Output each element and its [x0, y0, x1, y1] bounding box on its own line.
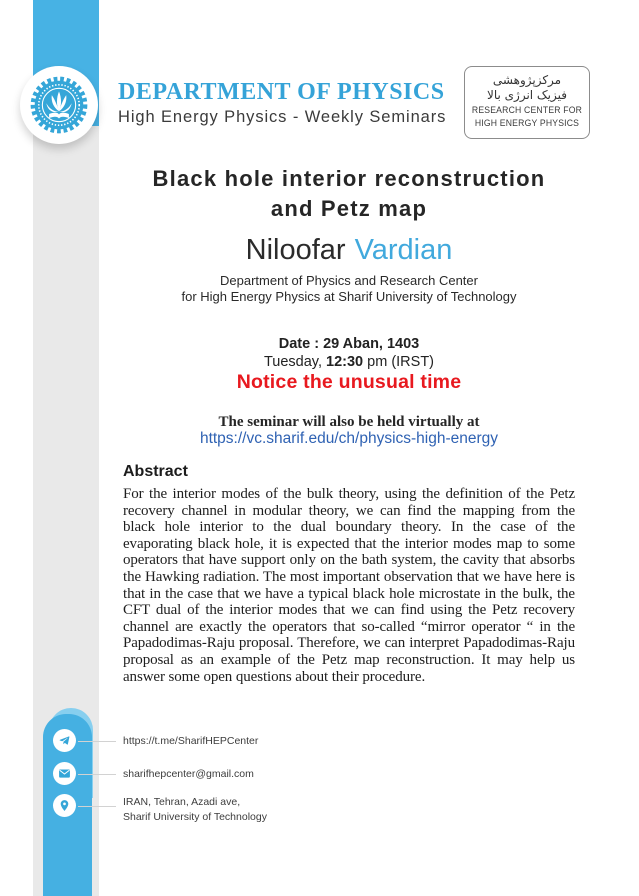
research-center-fa-line1: مرکزپژوهشی — [492, 73, 562, 87]
telegram-link[interactable]: https://t.me/SharifHEPCenter — [123, 735, 259, 747]
envelope-glyph — [58, 767, 71, 780]
unusual-time-notice: Notice the unusual time — [236, 371, 462, 393]
location-connector-line — [78, 806, 116, 807]
day-text: Tuesday, — [263, 354, 327, 370]
location-icon[interactable] — [53, 794, 76, 817]
abstract-heading: Abstract — [123, 463, 188, 480]
virtual-meeting-link[interactable]: https://vc.sharif.edu/ch/physics-high-energy — [199, 430, 499, 447]
research-center-en-line2: HIGH ENERGY PHYSICS — [474, 118, 580, 128]
sharif-emblem-icon — [23, 69, 95, 141]
abstract-text: For the interior modes of the bulk theory, using the definition of the Petz recovery channel in modular theory, we can find the mapping from the black hole interior to the dual boundary theory. In the case of the evaporating black hole, it is expected that the interior modes map to some operators that have support only on the bath system, the cavity that absorbs the Hawking radiation. The most important observation that we have here is that in the case that we have a typical black hole microstate in the bulk, the CFT dual of the interior modes that we can find using the Petz recovery channel are exactly the operators that so-called “mirror operator “ in the Papadodimas-Raju proposal. Therefore, we can interpret Papadodimas-Raju proposal as an example of the Petz map reconstruction. It may help us answer some open questions about their procedure. — [123, 486, 575, 685]
virtual-note: The seminar will also be held virtually at — [218, 414, 480, 430]
date-line: Date : 29 Aban, 1403 — [278, 336, 420, 352]
email-connector-line — [78, 774, 116, 775]
email-address[interactable]: sharifhepcenter@gmail.com — [123, 768, 254, 780]
department-title: DEPARTMENT OF PHYSICS — [118, 79, 445, 105]
seminar-title-line1: Black hole interior reconstruction — [152, 166, 546, 191]
department-subtitle: High Energy Physics - Weekly Seminars — [118, 108, 447, 126]
telegram-icon[interactable] — [53, 729, 76, 752]
research-center-box — [464, 66, 590, 139]
sharif-university-logo — [20, 66, 98, 144]
telegram-plane-glyph — [58, 734, 71, 747]
speaker-affiliation — [118, 273, 580, 304]
time-suffix-text: pm (IRST) — [363, 354, 435, 370]
time-text: 12:30 — [326, 354, 364, 370]
speaker-name — [118, 234, 580, 267]
seminar-title — [118, 164, 580, 224]
speaker-last-name: Vardian — [354, 234, 453, 266]
affiliation-line2: for High Energy Physics at Sharif University of Technology — [181, 288, 517, 304]
seminar-title-line2: and Petz map — [270, 196, 428, 221]
telegram-connector-line — [78, 741, 116, 742]
research-center-fa-line2: فیزیک انرژی بالا — [486, 88, 567, 102]
address-line2: Sharif University of Technology — [123, 811, 267, 823]
speaker-first-name: Niloofar — [245, 234, 346, 266]
time-line — [118, 353, 580, 371]
email-icon[interactable] — [53, 762, 76, 785]
affiliation-line1: Department of Physics and Research Center — [220, 273, 478, 288]
address-line1: IRAN, Tehran, Azadi ave, — [123, 796, 241, 808]
map-pin-glyph — [58, 799, 71, 812]
research-center-en-line1: RESEARCH CENTER FOR — [471, 105, 583, 115]
date-block — [118, 335, 580, 371]
